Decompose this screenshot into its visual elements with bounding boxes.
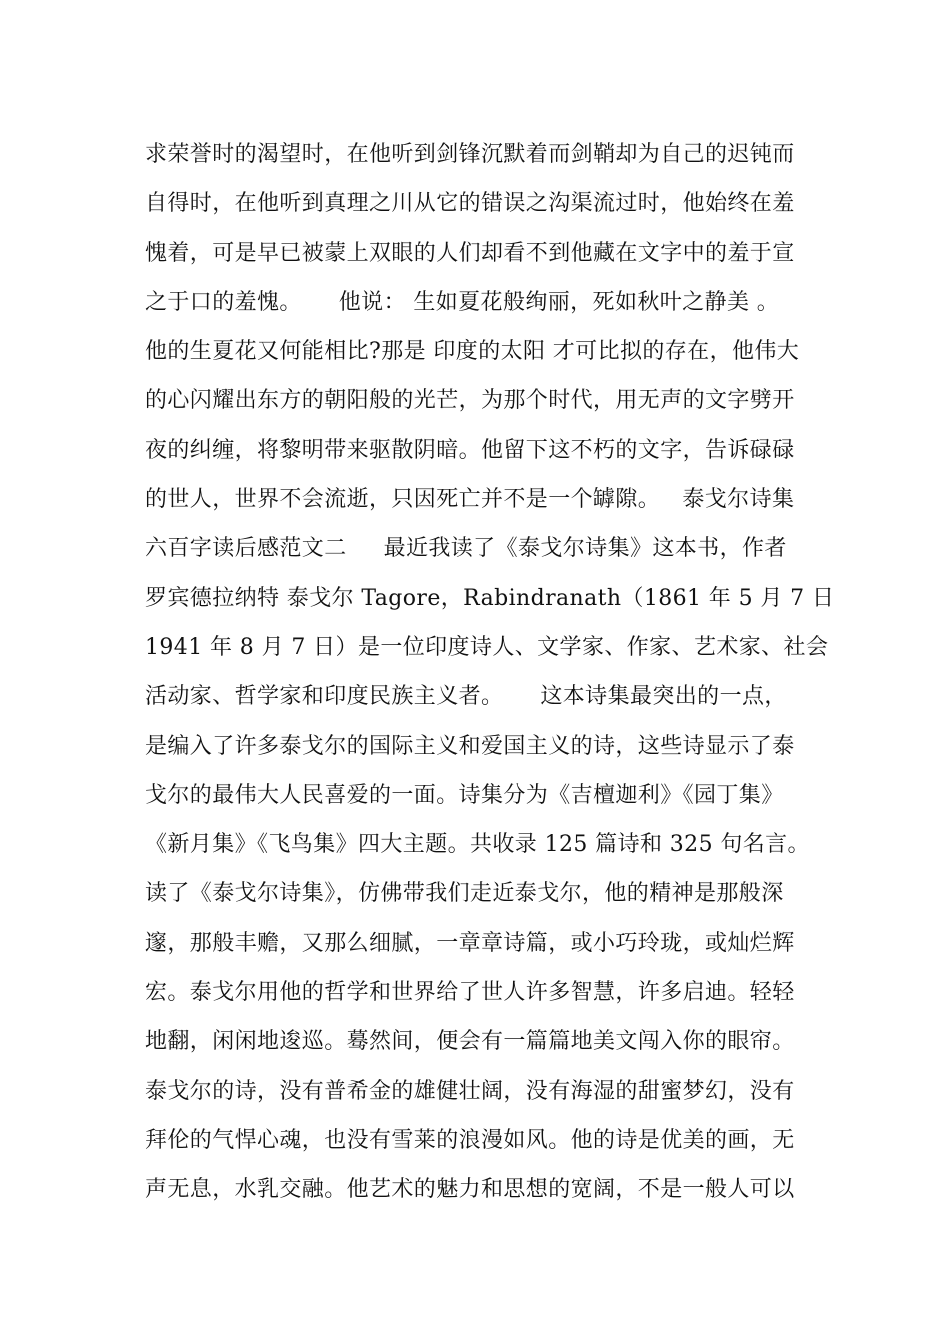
text-line: 的世人，世界不会流逝，只因死亡并不是一个罅隙。 泰戈尔诗集 <box>145 487 795 513</box>
text-line: 读了《泰戈尔诗集》，仿佛带我们走近泰戈尔，他的精神是那般深 <box>145 881 784 907</box>
text-line: 戈尔的最伟大人民喜爱的一面。诗集分为《吉檀迦利》《园丁集》 <box>145 782 784 808</box>
text-line: 的心闪耀出东方的朝阳般的光芒，为那个时代，用无声的文字劈开 <box>145 388 795 414</box>
text-line: 六百字读后感范文二 最近我读了《泰戈尔诗集》这本书，作者 <box>145 536 787 562</box>
text-line: 地翻，闲闲地逡巡。蓦然间，便会有一篇篇地美文闯入你的眼帘。 <box>145 1029 795 1055</box>
text-line: 拜伦的气悍心魂，也没有雪莱的浪漫如风。他的诗是优美的画，无 <box>145 1127 795 1153</box>
text-line: 1941 年 8 月 7 日）是一位印度诗人、文学家、作家、艺术家、社会 <box>145 634 829 660</box>
text-line: 活动家、哲学家和印度民族主义者。 这本诗集最突出的一点， <box>145 684 787 710</box>
text-line: 求荣誉时的渴望时，在他听到剑锋沉默着而剑鞘却为自己的迟钝而 <box>145 142 795 167</box>
text-line: 泰戈尔的诗，没有普希金的雄健壮阔，没有海湿的甜蜜梦幻，没有 <box>145 1078 795 1104</box>
text-line: 《新月集》《飞鸟集》四大主题。共收录 125 篇诗和 325 句名言。 <box>145 832 810 858</box>
text-line: 罗宾德拉纳特 泰戈尔 Tagore，Rabindranath（1861 年 5 月 7 日 <box>145 585 835 611</box>
text-line: 是编入了许多泰戈尔的国际主义和爱国主义的诗，这些诗显示了泰 <box>145 733 795 759</box>
text-line: 夜的纠缠，将黎明带来驱散阴暗。他留下这不朽的文字，告诉碌碌 <box>145 437 795 463</box>
body-text <box>145 130 835 1215</box>
text-line: 声无息，水乳交融。他艺术的魅力和思想的宽阔，不是一般人可以 <box>145 1177 795 1203</box>
text-line: 愧着，可是早已被蒙上双眼的人们却看不到他藏在文字中的羞于宣 <box>145 240 795 266</box>
text-line: 宏。泰戈尔用他的哲学和世界给了世人许多智慧，许多启迪。轻轻 <box>145 980 795 1006</box>
text-line: 自得时，在他听到真理之川从它的错误之沟渠流过时，他始终在羞 <box>145 191 795 217</box>
text-line: 之于口的羞愧。 他说： 生如夏花般绚丽，死如秋叶之静美 。 <box>145 289 780 315</box>
text-line: 他的生夏花又何能相比?那是 印度的太阳 才可比拟的存在，他伟大 <box>145 339 800 365</box>
text-line: 邃，那般丰赡，又那么细腻，一章章诗篇，或小巧玲珑，或灿烂辉 <box>145 930 795 956</box>
